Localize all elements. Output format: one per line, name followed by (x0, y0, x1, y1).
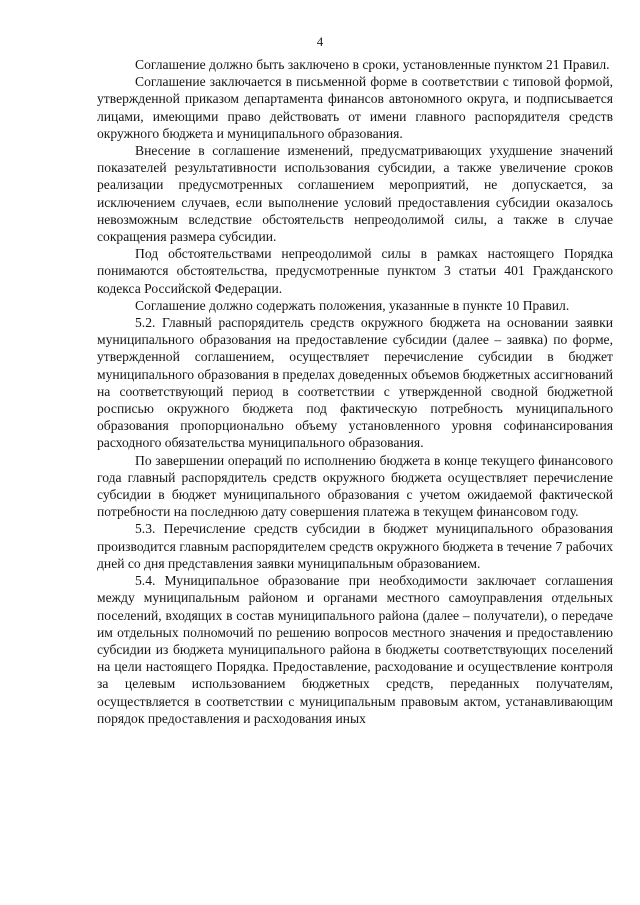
paragraph: Соглашение должно быть заключено в сроки, установленные пунктом 21 Правил. (135, 57, 610, 72)
paragraph: Под обстоятельствами непреодолимой силы в рамках настоящего Порядка понимаются обстоятельства, предусмотренные пунктом 3 статьи 401 Гражданского кодекса Российской Федерации. (97, 246, 613, 296)
paragraph: 5.2. Главный распорядитель средств окружного бюджета на основании заявки муниципального образования на предоставление субсидии (далее – заявка) по форме, утвержденной соглашением, осуществляет перечисление субсидии в бюджет муниципального образования в пределах доведенных объемов бюджетных ассигнований на соответствующий период в соответствии с утвержденной сводной бюджетной росписью окружного бюджета под фактическую потребность муниципального образования пропорционально объему установленного уровня софинансирования расходного обязательства муниципального образования. (97, 315, 613, 451)
page-number: 4 (316, 34, 324, 49)
paragraph: Соглашение должно содержать положения, указанные в пункте 10 Правил. (135, 297, 570, 313)
paragraph: 5.4. Муниципальное образование при необходимости заключает соглашения между муниципальным районом и органами местного самоуправления отдельных поселений, входящих в состав муниципального района (далее – получатели), о передаче им отдельных полномочий по решению вопросов местного значения и предоставлению субсидии из бюджета муниципального района в бюджеты соответствующих поселений на цели настоящего Порядка. Предоставление, расходование и осуществление контроля за целевым использованием бюджетных средств, переданных получателям, осуществляется в соответствии с муниципальным правовым актом, устанавливающим порядок предоставления и расходования иных (97, 573, 613, 726)
paragraph: Внесение в соглашение изменений, предусматривающих ухудшение значений показателей результативности использования субсидии, а также увеличение сроков реализации предусмотренных соглашением мероприятий, не допускается, за исключением случаев, если выполнение условий предоставления субсидии оказалось невозможным вследствие обстоятельств непреодолимой силы, а также в случае сокращения размера субсидии. (97, 143, 613, 245)
paragraph: Соглашение заключается в письменной форме в соответствии с типовой формой, утвержденной приказом департамента финансов автономного округа, и подписывается лицами, имеющими право действовать от имени главного распорядителя средств окружного бюджета и муниципального образования. (97, 74, 613, 141)
paragraph: 5.3. Перечисление средств субсидии в бюджет муниципального образования производится главным распорядителем средств окружного бюджета в течение 7 рабочих дней со дня представления заявки муниципальным образованием. (97, 521, 613, 571)
document-body (97, 56, 613, 727)
paragraph: По завершении операций по исполнению бюджета в конце текущего финансового года главный распорядитель средств окружного бюджета осуществляет перечисление субсидии в бюджет муниципального образования с учетом ожидаемой фактической потребности на последнюю дату совершения платежа в текущем финансовом году. (97, 452, 613, 520)
